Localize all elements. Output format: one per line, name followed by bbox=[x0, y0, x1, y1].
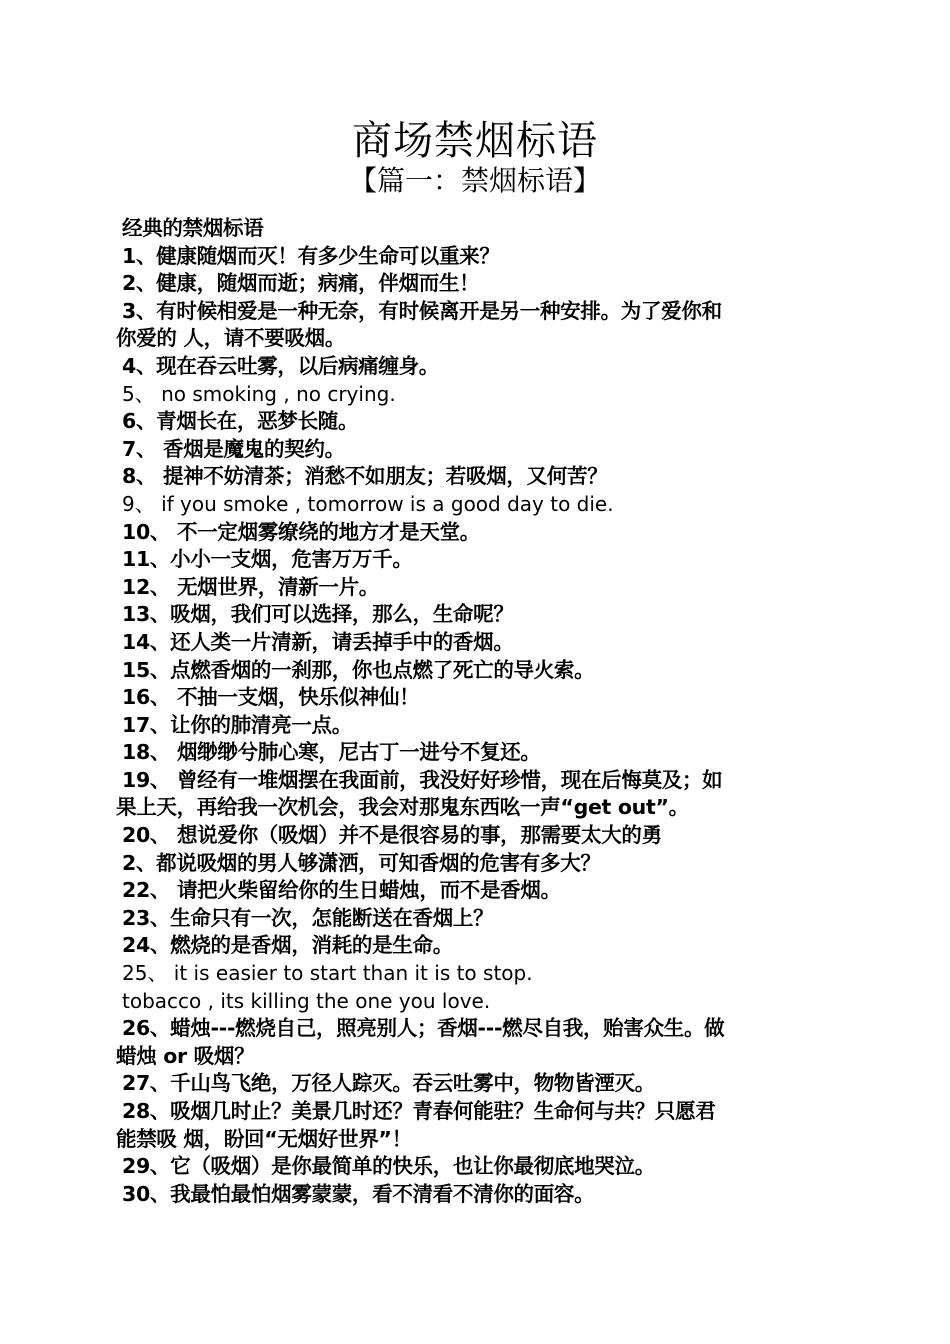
slogan-line: 5、 no smoking , no crying. bbox=[122, 381, 396, 406]
document-title: 商场禁烟标语 bbox=[352, 118, 598, 164]
slogan-line: 9、 if you smoke , tomorrow is a good day to die. bbox=[122, 491, 614, 516]
slogan-line: 17、让你的肺清亮一点。 bbox=[122, 712, 352, 737]
slogan-line: 29、它（吸烟）是你最简单的快乐，也让你最彻底地哭泣。 bbox=[122, 1154, 655, 1179]
slogan-line: 10、 不一定烟雾缭绕的地方才是天堂。 bbox=[122, 519, 480, 544]
slogan-line: 2、都说吸烟的男人够潇洒，可知香烟的危害有多大？ bbox=[122, 850, 601, 875]
slogan-line: 蜡烛 or 吸烟？ bbox=[116, 1043, 255, 1068]
document-subtitle: 【篇一：禁烟标语】 bbox=[348, 164, 601, 197]
slogan-line: 果上天，再给我一次机会，我会对那鬼东西吆一声“get out”。 bbox=[116, 795, 689, 820]
slogan-line: 1、健康随烟而灭！有多少生命可以重来？ bbox=[122, 243, 500, 268]
slogan-line: 25、 it is easier to start than it is to stop. bbox=[122, 961, 533, 986]
slogan-line: 12、 无烟世界，清新一片。 bbox=[122, 574, 379, 599]
slogan-line: 24、燃烧的是香烟，消耗的是生命。 bbox=[122, 933, 453, 958]
slogan-line: 能禁吸 烟，盼回“无烟好世界”！ bbox=[116, 1126, 412, 1151]
slogan-list bbox=[116, 215, 836, 1208]
slogan-line: 27、千山鸟飞绝，万径人踪灭。吞云吐雾中，物物皆湮灭。 bbox=[122, 1071, 655, 1096]
slogan-line: 23、生命只有一次，怎能断送在香烟上？ bbox=[122, 905, 494, 930]
slogan-line: 16、 不抽一支烟，快乐似神仙！ bbox=[122, 685, 420, 710]
slogan-line: 28、吸烟几时止？美景几时还？青春何能驻？生命何与共？只愿君 bbox=[122, 1099, 716, 1123]
slogan-line: 15、点燃香烟的一刹那，你也点燃了死亡的导火索。 bbox=[122, 657, 595, 682]
slogan-line: 22、 请把火柴留给你的生日蜡烛，而不是香烟。 bbox=[122, 878, 561, 903]
slogan-line: 经典的禁烟标语 bbox=[122, 216, 264, 240]
slogan-line: 8、 提神不妨清茶；消愁不如朋友；若吸烟，又何苦？ bbox=[122, 464, 608, 489]
slogan-line: 7、 香烟是魔鬼的契约。 bbox=[122, 436, 345, 461]
slogan-line: 26、蜡烛---燃烧自己，照亮别人；香烟---燃尽自我，贻害众生。做 bbox=[122, 1016, 725, 1041]
slogan-line: 11、小小一支烟，危害万万千。 bbox=[122, 547, 413, 572]
slogan-line: 你爱的 人，请不要吸烟。 bbox=[116, 326, 346, 351]
slogan-line: 6、青烟长在，恶梦长随。 bbox=[122, 409, 359, 434]
slogan-line: 14、还人类一片清新，请丢掉手中的香烟。 bbox=[122, 629, 514, 654]
slogan-line: tobacco , its killing the one you love. bbox=[122, 988, 491, 1013]
slogan-line: 18、 烟缈缈兮肺心寒，尼古丁一进兮不复还。 bbox=[122, 740, 541, 765]
slogan-line: 4、现在吞云吐雾，以后病痛缠身。 bbox=[122, 353, 439, 378]
slogan-line: 2、健康，随烟而逝；病痛，伴烟而生！ bbox=[122, 271, 480, 296]
slogan-line: 3、有时候相爱是一种无奈，有时候离开是另一种安排。为了爱你和 bbox=[122, 298, 722, 323]
slogan-line: 19、 曾经有一堆烟摆在我面前，我没好好珍惜，现在后悔莫及；如 bbox=[122, 767, 723, 792]
slogan-line: 30、我最怕最怕烟雾蒙蒙，看不清看不清你的面容。 bbox=[122, 1181, 595, 1206]
slogan-line: 20、 想说爱你（吸烟）并不是很容易的事，那需要太大的勇 bbox=[122, 823, 662, 848]
slogan-line: 13、吸烟，我们可以选择，那么，生命呢？ bbox=[122, 602, 514, 627]
